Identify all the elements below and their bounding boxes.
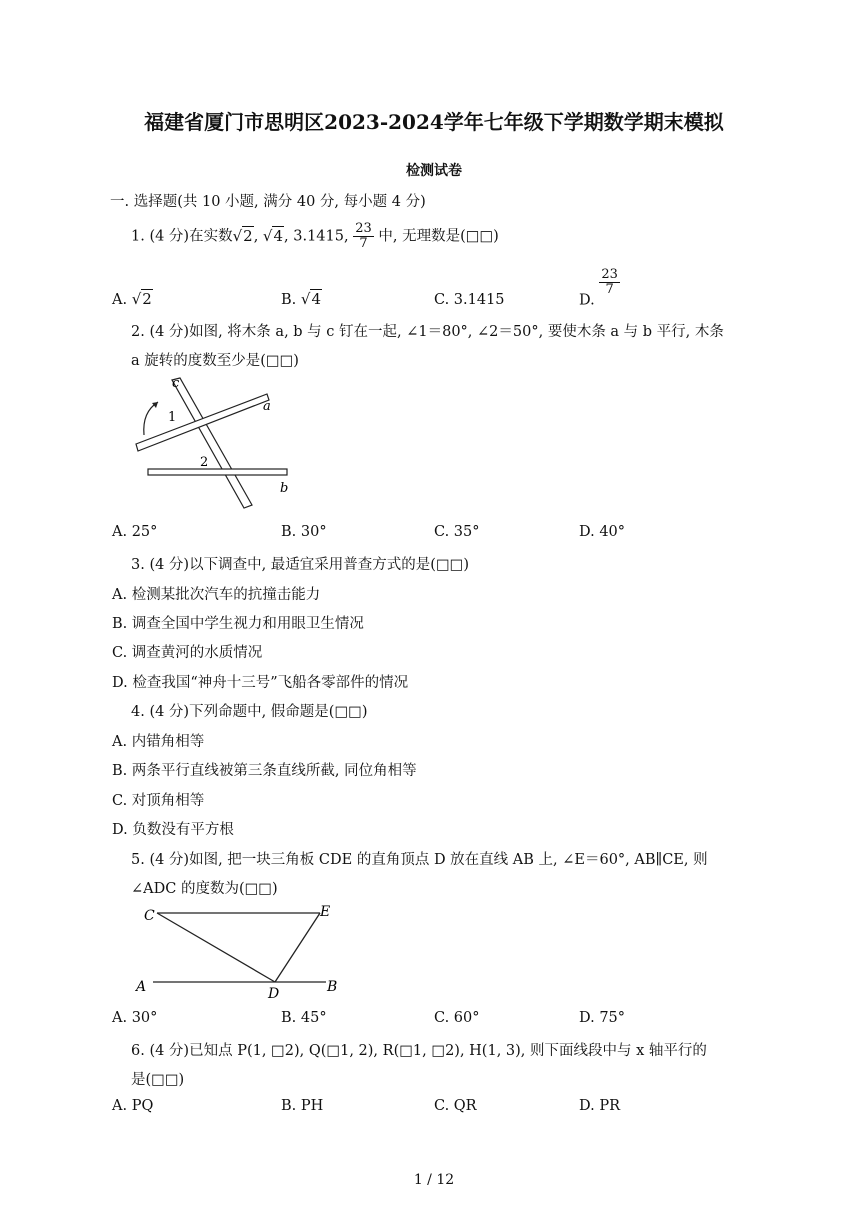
document-subtitle: 检测试卷 — [406, 163, 462, 179]
q4-option-b: B. 两条平行直线被第三条直线所截, 同位角相等 — [112, 763, 417, 779]
q2-option-c: C. 35° — [434, 524, 480, 540]
q4-option-d: D. 负数没有平方根 — [112, 822, 234, 838]
q3-stem: 3. (4 分)以下调查中, 最适宜采用普查方式的是(□□) — [131, 557, 470, 573]
stick-c — [172, 378, 252, 508]
q1-suffix: 中, 无理数是(□□) — [378, 228, 499, 245]
q2-option-a: A. 25° — [112, 524, 158, 540]
label-c: c — [172, 376, 180, 391]
q6-option-b: B. PH — [281, 1098, 324, 1114]
section-heading: 一. 选择题(共 10 小题, 满分 40 分, 每小题 4 分) — [110, 194, 426, 210]
q2-option-b: B. 30° — [281, 524, 327, 540]
q6-stem-line2: 是(□□) — [131, 1072, 185, 1088]
q6-stem-line1: 6. (4 分)已知点 P(1, □2), Q(□1, 2), R(□1, □2), H(1, 3), 则下面线段中与 x 轴平行的 — [131, 1043, 707, 1059]
fraction-23-7: $\frac{23}{7}$ — [355, 221, 372, 251]
q1-option-a: A. √2 — [112, 290, 152, 308]
label-point-a: A — [136, 979, 147, 995]
label-point-e: E — [320, 904, 331, 920]
q1-option-b: B. √4 — [281, 290, 321, 308]
q5-option-b: B. 45° — [281, 1010, 327, 1026]
q5-option-c: C. 60° — [434, 1010, 480, 1026]
stick-b — [148, 469, 287, 475]
page-number: 1 / 12 — [413, 1172, 455, 1188]
label-point-d: D — [268, 986, 280, 1002]
q5-figure — [130, 900, 350, 1005]
label-a: a — [263, 399, 271, 414]
q6-option-a: A. PQ — [112, 1098, 154, 1114]
angle-2-label: 2 — [200, 455, 209, 470]
q4-option-a: A. 内错角相等 — [112, 734, 205, 750]
sqrt-4-expression: √4 — [262, 226, 284, 245]
q5-option-a: A. 30° — [112, 1010, 158, 1026]
q1-option-d: D. $\frac{23}{7}$ — [579, 267, 618, 309]
q4-option-c: C. 对顶角相等 — [112, 793, 205, 809]
q2-stem-line2: a 旋转的度数至少是(□□) — [131, 353, 299, 369]
label-point-b: B — [327, 979, 338, 995]
label-point-c: C — [144, 908, 155, 924]
q1-prefix: 1. (4 分)在实数 — [131, 228, 233, 245]
sqrt-2-expression: √2 — [232, 226, 253, 245]
q4-stem: 4. (4 分)下列命题中, 假命题是(□□) — [131, 704, 368, 720]
q2-stem-line1: 2. (4 分)如图, 将木条 a, b 与 c 钉在一起, ∠1＝80°, ∠2＝50°, 要使木条 a 与 b 平行, 木条 — [131, 324, 724, 340]
q1-mid: , 3.1415, — [284, 228, 349, 245]
rotation-arrowhead — [152, 402, 158, 408]
q6-option-d: D. PR — [579, 1098, 621, 1114]
q3-option-a: A. 检测某批次汽车的抗撞击能力 — [112, 587, 321, 603]
q5-stem-line2: ∠ADC 的度数为(□□) — [131, 881, 278, 897]
document-title: 福建省厦门市思明区2023-2024学年七年级下学期数学期末模拟 — [144, 110, 724, 134]
q5-stem-line1: 5. (4 分)如图, 把一块三角板 CDE 的直角顶点 D 放在直线 AB 上, ∠E＝60°, AB∥CE, 则 — [131, 852, 708, 868]
label-b: b — [280, 481, 289, 496]
q2-figure — [130, 372, 300, 512]
q3-option-c: C. 调查黄河的水质情况 — [112, 645, 263, 661]
q3-option-d: D. 检查我国“神舟十三号”飞船各零部件的情况 — [112, 675, 409, 691]
segment-cd — [157, 913, 275, 982]
q5-option-d: D. 75° — [579, 1010, 626, 1026]
q3-option-b: B. 调查全国中学生视力和用眼卫生情况 — [112, 616, 364, 632]
segment-ed — [275, 913, 320, 982]
q6-option-c: C. QR — [434, 1098, 477, 1114]
angle-1-label: 1 — [168, 410, 177, 425]
q1-option-c: C. 3.1415 — [434, 292, 505, 308]
question-1: 1. (4 分)在实数√2, √4, 3.1415, $\frac{23}{7}$ 中, 无理数是(□□) — [131, 221, 499, 251]
q2-option-d: D. 40° — [579, 524, 626, 540]
